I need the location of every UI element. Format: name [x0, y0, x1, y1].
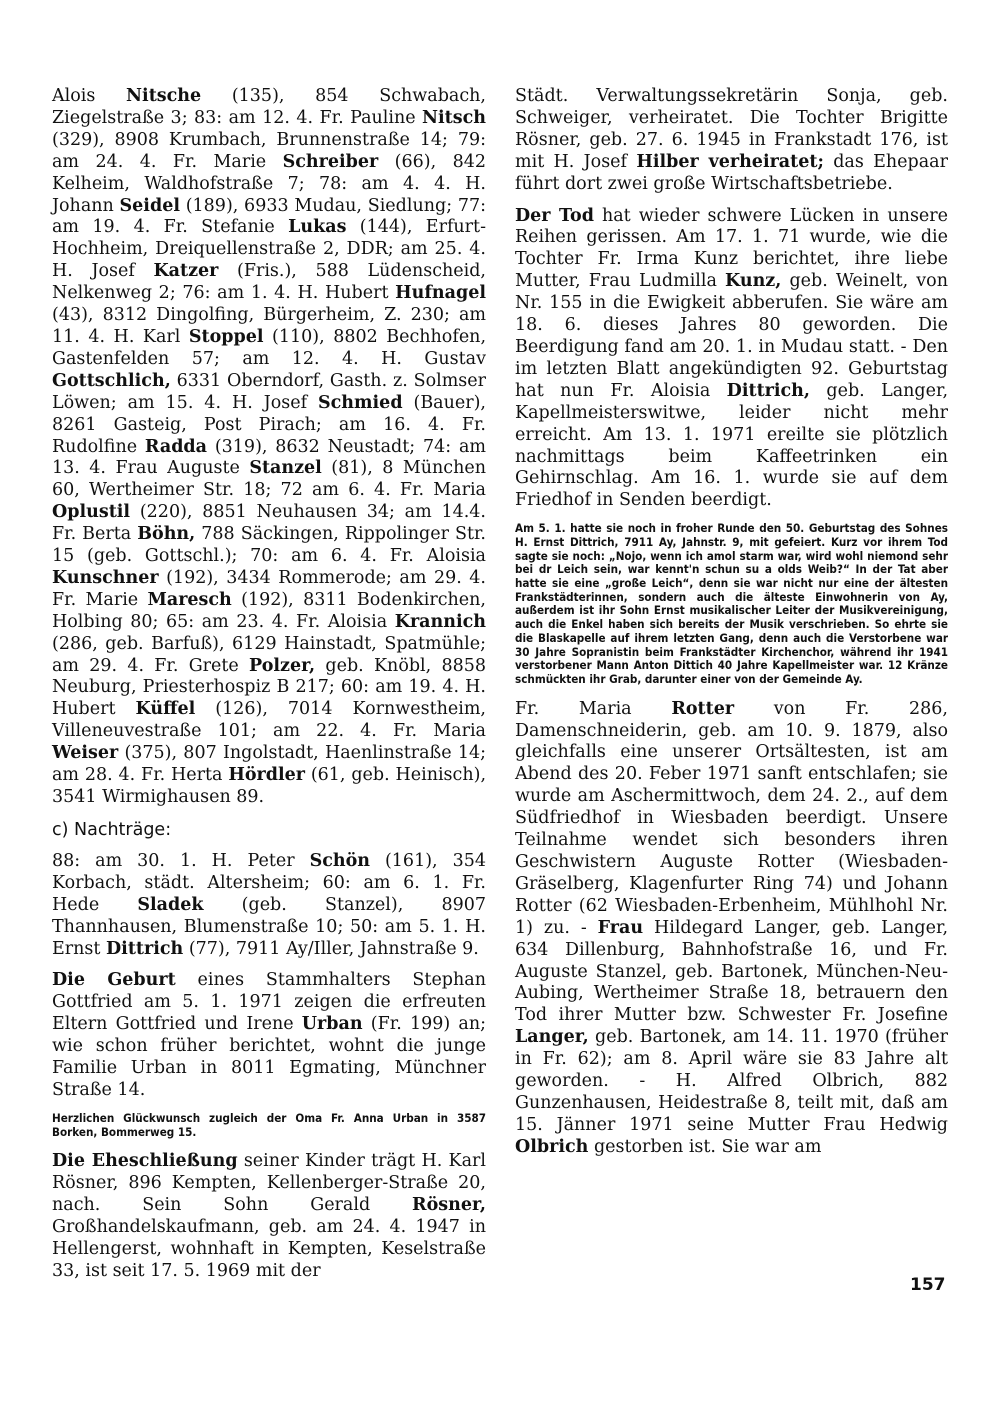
bold-name: Hufnagel [395, 283, 486, 304]
marriage-notice-paragraph: Die Eheschließung seiner Kinder trägt H. Karl Rösner, 896 Kempten, Kellenberger-Straße 20, nach. Sein Sohn Gerald Rösner, Großhandelskaufmann, geb. am 24. 4. 1947 in Hellengerst, wohnhaft in Kempten, Keselstraße 33, ist seit 17. 5. 1969 mit der [52, 1151, 486, 1281]
bold-name: Der Tod [515, 205, 594, 226]
bold-name: Rösner, [412, 1195, 486, 1216]
bold-name: Hilber verheiratet; [636, 151, 824, 172]
marriage-continuation-paragraph: Städt. Verwaltungssekretärin Sonja, geb. Schweiger, verheiratet. Die Tochter Brigitte Rösner, geb. 27. 6. 1945 in Frankstadt 176, ist mit H. Josef Hilber verheiratet; das Ehepaar führt dort zwei große Wirtschaftsbetriebe. [515, 86, 948, 194]
bold-name: Stanzel [249, 458, 322, 479]
left-column [52, 86, 486, 1293]
bold-name: Gottschlich, [52, 370, 171, 391]
section-heading-nachtraege: c) Nachträge: [52, 819, 172, 840]
bold-name: Maresch [147, 589, 232, 610]
bold-name: Weiser [52, 743, 119, 764]
bold-name: Kunschner [52, 567, 159, 588]
bold-name: Hördler [228, 765, 305, 786]
bold-name: Stoppel [188, 326, 264, 347]
bold-name: Krannich [394, 611, 486, 632]
addenda-paragraph: 88: am 30. 1. H. Peter Schön (161), 354 Korbach, städt. Altersheim; 60: am 6. 1. Fr. Hede Sladek (geb. Stanzel), 8907 Thannhausen, Blumenstraße 10; 50: am 5. 1. H. Ernst Dittrich (77), 7911 Ay/Iller, Jahnstraße 9. [52, 850, 486, 959]
birthday-list-paragraph: Alois Nitsche (135), 854 Schwabach, Ziegelstraße 3; 83: am 12. 4. Fr. Pauline Nitsch (329), 8908 Krumbach, Brunnenstraße 14; 79: am 24. 4. Fr. Marie Schreiber (66), 842 Kelheim, Waldhofstraße 7; 78: am 4. 4. H. Johann Seidel (189), 6933 Mudau, Siedlung; 77: am 19. 4. Fr. Stefanie Lukas (144), Erfurt-Hochheim, Dreiquellenstraße 2, DDR; am 25. 4. H. Josef Katzer (Fris.), 588 Lüdenscheid, Nelkenweg 2; 76: am 1. 4. H. Hubert Hufnagel (43), 8312 Dingolfing, Bürgerheim, Z. 230; am 11. 4. H. Karl Stoppel (110), 8802 Bechhofen, Gastenfelden 57; am 12. 4. H. Gustav Gottschlich, 6331 Oberndorf, Gasth. z. Solmser Löwen; am 15. 4. H. Josef Schmied (Bauer), 8261 Gasteig, Post Pirach; am 16. 4. Fr. Rudolfine Radda (319), 8632 Neustadt; 74: am 13. 4. Frau Auguste Stanzel (81), 8 München 60, Wertheimer Str. 18; 72 am 6. 4. Fr. Maria Oplustil (220), 8851 Neuhausen 34; am 14.4. Fr. Berta Böhn, 788 Säckingen, Rippolinger Str. 15 (geb. Gottschl.); 70: am 6. 4. Fr. Aloisia Kunschner (192), 3434 Rommerode; am 29. 4. Fr. Marie Maresch (192), 8311 Bodenkirchen, Holbing 80; 65: am 23. 4. Fr. Aloisia Krannich (286, geb. Barfuß), 6129 Hainstadt, Spatmühle; am 29. 4. Fr. Grete Polzer, geb. Knöbl, 8858 Neuburg, Priesterhospiz B 217; 60: am 19. 4. H. Hubert Küffel (126), 7014 Kornwestheim, Villeneuvestraße 101; am 22. 4. Fr. Maria Weiser (375), 807 Ingolstadt, Haenlinstraße 14; am 28. 4. Fr. Herta Hördler (61, geb. Heinisch), 3541 Wirmighausen 89. [52, 86, 487, 807]
bold-name: Kunz, [725, 271, 782, 292]
bold-name: Küffel [135, 699, 196, 720]
bold-name: Radda [144, 436, 208, 457]
bold-name: Langer, [515, 1027, 589, 1048]
right-column [515, 86, 948, 1169]
bold-name: Rotter [671, 698, 735, 719]
bold-name: Dittrich, [726, 380, 810, 401]
bold-name: Lukas [288, 217, 347, 238]
congratulations-note: Herzlichen Glückwunsch zugleich der Oma Fr. Anna Urban in 3587 Borken, Bommerweg 15. [52, 1110, 486, 1139]
bold-name: Nitsche [126, 86, 202, 106]
bold-name: Böhn, [137, 524, 196, 545]
bold-name: Die Geburt [52, 970, 176, 991]
death-notice-paragraph: Der Tod hat wieder schwere Lücken in unsere Reihen gerissen. Am 17. 1. 71 wurde, wie die Tochter Fr. Irma Kunz berichtet, ihre liebe Mutter, Frau Ludmilla Kunz, geb. Weinelt, von Nr. 155 in die Ewigkeit abberufen. Sie wäre am 18. 6. dieses Jahres 80 geworden. Die Beerdigung fand am 20. 1. in Mudau statt. - Den im letzten Blatt angekündigten 92. Geburtstag hat nun Fr. Aloisia Dittrich, geb. Langer, Kapellmeisterswitwe, leider nicht mehr erreicht. Am 13. 1. 1971 ereilte sie plötzlich nachmittags beim Kaffeetrinken ein Gehirnschlag. Am 16. 1. wurde sie auf dem Friedhof in Senden beerdigt. [515, 205, 949, 511]
page-number: 157 [910, 1275, 946, 1295]
bold-name: Sladek [137, 894, 204, 915]
bold-name: Die Eheschließung [52, 1151, 238, 1172]
bold-name: Schön [309, 850, 370, 871]
funeral-detail-note: Am 5. 1. hatte sie noch in froher Runde den 50. Geburtstag des Sohnes H. Ernst Dittrich, 7911 Ay, Jahnstr. 9, mit gefeiert. Kurz vor ihrem Tod sagte sie noch: „Nojo, wenn ich amol starm war, wird wohl niemond sehr bei dr Leich sein, war kennt'n schun su a olds Weib?“ In der Tat aber hatte sie eine „große Leich“, denn sie war nicht nur eine der ältesten Frankstädterinnen, sondern auch die älteste Einwohnerin von Ay, außerdem ist ihr Sohn Ernst musikalischer Leiter der Musikvereinigung, auch die Enkel haben sich bereits der Musik verschrieben. So ehrte sie die Blaskapelle auf ihrem letzten Gang, denn auch die Verstorbene war 30 Jahre Sopranistin beim Frankstädter Kirchenchor, während ihr 1941 verstorbener Mann Anton Dittich 40 Jahre Kapellmeister war. 12 Kränze schmückten ihr Grab, darunter einer von der Gemeinde Ay. [515, 521, 948, 686]
bold-name: Nitsch [422, 107, 486, 128]
bold-name: Dittrich [106, 938, 184, 959]
bold-name: Olbrich [515, 1136, 589, 1157]
bold-name: Polzer, [249, 655, 316, 676]
bold-name: Katzer [153, 261, 219, 282]
bold-name: Schmied [318, 392, 403, 413]
bold-name: Schreiber [282, 151, 379, 172]
birth-notice-paragraph: Die Geburt eines Stammhalters Stephan Gottfried am 5. 1. 1971 zeigen die erfreuten Eltern Gottfried und Irene Urban (Fr. 199) an; wie schon früher berichtet, wohnt die junge Familie Urban in 8011 Egmating, Münchner Straße 14. [52, 970, 486, 1100]
bold-name: Frau [597, 917, 644, 938]
bold-name: Urban [301, 1014, 363, 1035]
bold-name: Seidel [119, 195, 180, 216]
bold-name: Oplustil [52, 502, 131, 523]
obituary-paragraph: Fr. Maria Rotter von Fr. 286, Damenschneiderin, geb. am 10. 9. 1879, also gleichfalls eine unserer Ortsältesten, ist am Abend des 20. Feber 1971 sanft entschlafen; sie wurde am Aschermittwoch, dem 24. 2., auf dem Südfriedhof in Wiesbaden beerdigt. Unsere Teilnahme wendet sich besonders ihren Geschwistern Auguste Rotter (Wiesbaden-Gräselberg, Klagenfurter Ring 74) und Johann Rotter (62 Wiesbaden-Erbenheim, Mühlhohl Nr. 1) zu. - Frau Hildegard Langer, geb. Langer, 634 Dillenburg, Bahnhofstraße 16, und Fr. Auguste Stanzel, geb. Bartonek, München-Neu-Aubing, Wertheimer Straße 18, betrauern den Tod ihrer Mutter bzw. Schwester Fr. Josefine Langer, geb. Bartonek, am 14. 11. 1970 (früher in Fr. 62); am 8. April wäre sie 83 Jahre alt geworden. - H. Alfred Olbrich, 882 Gunzenhausen, Heidestraße 8, teilt mit, daß am 15. Jänner 1971 seine Mutter Frau Hedwig Olbrich gestorben ist. Sie war am [515, 698, 949, 1157]
